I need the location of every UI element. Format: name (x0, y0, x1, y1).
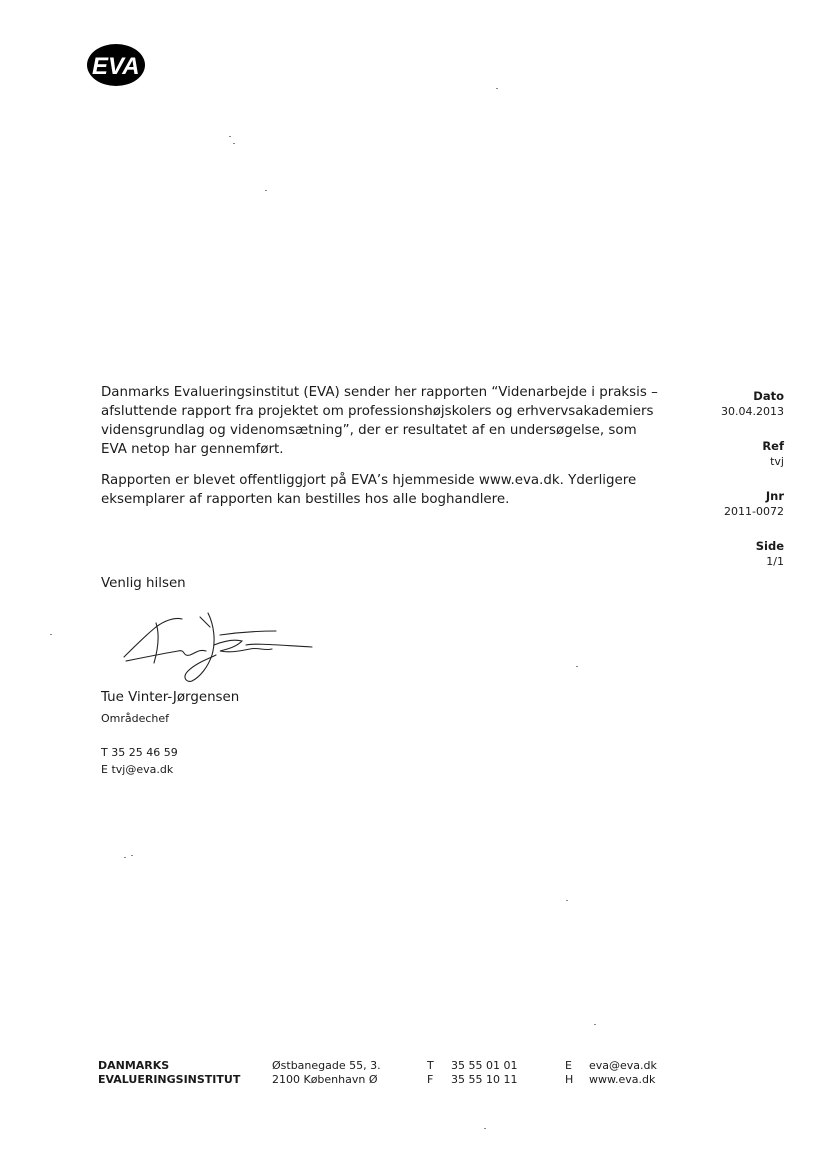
footer-email-value: eva@eva.dk (589, 1059, 657, 1072)
side-label: Side (755, 539, 784, 553)
scan-speck (484, 1128, 486, 1129)
signer-phone: T 35 25 46 59 (101, 746, 178, 759)
footer-address (272, 1059, 381, 1087)
scan-speck (50, 634, 52, 635)
footer-web-row (565, 1073, 657, 1087)
footer-email-web (565, 1059, 657, 1087)
scan-speck (124, 857, 126, 858)
footer-fax-row (427, 1073, 517, 1087)
ref-label: Ref (762, 439, 784, 453)
footer-email-row (565, 1059, 657, 1073)
signer-email: E tvj@eva.dk (101, 763, 174, 776)
scan-speck (131, 855, 133, 856)
letter-body (101, 383, 661, 521)
signer-contact (101, 744, 178, 778)
footer-phone-value: 35 55 01 01 (451, 1059, 518, 1072)
jnr-label: Jnr (765, 489, 784, 503)
eva-logo-mark (86, 40, 150, 88)
eva-logo-text: EVA (92, 53, 140, 80)
footer-org-line-2: EVALUERINGSINSTITUT (98, 1073, 241, 1086)
date-label: Dato (753, 389, 784, 403)
footer-web-value: www.eva.dk (589, 1073, 656, 1086)
footer-org-line-1: DANMARKS (98, 1059, 170, 1072)
footer-phone-key: T (427, 1059, 434, 1072)
jnr-value: 2011-0072 (724, 505, 784, 518)
footer-phone-row (427, 1059, 517, 1073)
footer-organization (98, 1059, 240, 1087)
footer-fax-key: F (427, 1073, 434, 1086)
footer-web-key: H (565, 1073, 574, 1086)
date-value: 30.04.2013 (721, 405, 784, 418)
scan-speck (229, 136, 231, 137)
side-value: 1/1 (766, 555, 784, 568)
footer-fax-value: 35 55 10 11 (451, 1073, 518, 1086)
body-paragraph-2: Rapporten er blevet offentliggjort på EVA’s hjemmeside www.eva.dk. Yderligere eksemplarer af rapporten kan bestilles hos alle boghandlere. (101, 473, 637, 507)
footer-address-line-2: 2100 København Ø (272, 1073, 378, 1086)
footer-address-line-1: Østbanegade 55, 3. (272, 1059, 381, 1072)
signer-title: Områdechef (101, 712, 170, 725)
scan-speck (233, 143, 235, 144)
scan-speck (496, 88, 498, 89)
scan-speck (265, 190, 267, 191)
signer-name: Tue Vinter-Jørgensen (101, 690, 240, 705)
scan-speck (566, 900, 568, 901)
scan-speck (594, 1024, 596, 1025)
footer-email-key: E (565, 1059, 572, 1072)
body-paragraph-1: Danmarks Evalueringsinstitut (EVA) sender her rapporten “Videnarbejde i praksis – afsluttende rapport fra projektet om professionshøjskolers og erhvervsakademiers vidensgrundlag og videnomsætning”, der er resultatet af en undersøgelse, som EVA netop har gennemført. (101, 385, 658, 457)
ref-value: tvj (770, 455, 784, 468)
scan-speck (576, 666, 578, 667)
letter-metadata (700, 388, 784, 588)
footer-phone-fax (427, 1059, 517, 1087)
handwritten-signature (116, 605, 316, 687)
closing-greeting: Venlig hilsen (101, 576, 186, 591)
eva-logo (86, 40, 150, 88)
